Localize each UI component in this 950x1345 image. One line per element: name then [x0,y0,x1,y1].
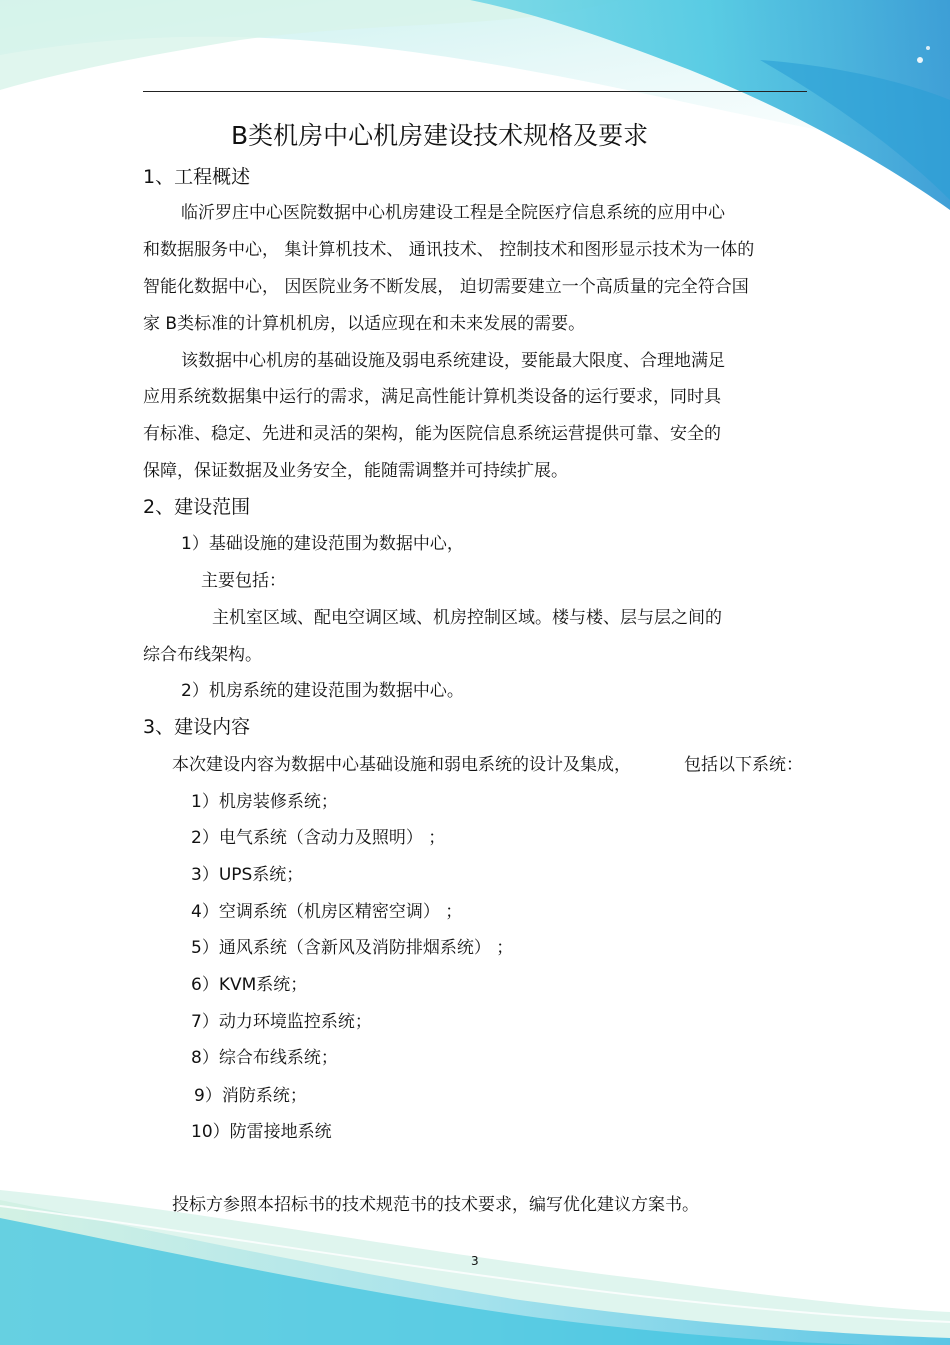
system-list-item: 4）空调系统（机房区精密空调） ； [191,902,463,922]
scope-detail-line: 主机室区域、配电空调区域、机房控制区域。楼与楼、层与层之间的 [212,608,722,628]
scope-item: 2）机房系统的建设范围为数据中心。 [181,681,464,701]
system-list-item: 5）通风系统（含新风及消防排烟系统） ； [191,938,514,958]
system-list-item: 6）KVM系统； [191,975,308,995]
paragraph-line: 保障，保证数据及业务安全，能随需调整并可持续扩展。 [143,461,568,481]
system-list-item: 3）UPS系统； [191,865,304,885]
scope-detail-line: 综合布线架构。 [143,645,262,665]
paragraph-line: 和数据服务中心， 集计算机技术、 通讯技术、 控制技术和图形显示技术为一体的 [143,240,755,260]
header-rule [143,91,807,92]
paragraph-line: 应用系统数据集中运行的需求，满足高性能计算机类设备的运行要求，同时具 [143,387,721,407]
system-list-item: 7）动力环境监控系统； [191,1012,372,1032]
system-list-item: 9）消防系统； [194,1086,307,1106]
scope-subitem: 主要包括： [201,571,286,591]
system-list-item: 8）综合布线系统； [191,1048,338,1068]
paragraph-line: 智能化数据中心， 因医院业务不断发展， 迫切需要建立一个高质量的完全符合国 [143,277,749,297]
scope-item: 1）基础设施的建设范围为数据中心， [181,534,464,554]
system-list-item: 10）防雷接地系统 [191,1122,332,1142]
document-title: B类机房中心机房建设技术规格及要求 [231,121,649,150]
closing-sentence: 投标方参照本招标书的技术规范书的技术要求，编写优化建议方案书。 [172,1195,699,1215]
paragraph-line: 临沂罗庄中心医院数据中心机房建设工程是全院医疗信息系统的应用中心 [181,203,725,223]
page-number: 3 [471,1254,479,1268]
system-list-item: 2）电气系统（含动力及照明） ； [191,828,446,848]
content-intro: 本次建设内容为数据中心基础设施和弱电系统的设计及集成， [172,755,631,775]
paragraph-line: 家 B类标准的计算机机房，以适应现在和未来发展的需要。 [143,314,586,334]
section-heading-content: 3、建设内容 [143,716,251,738]
paragraph-line: 有标准、稳定、先进和灵活的架构，能为医院信息系统运营提供可靠、安全的 [143,424,721,444]
content-intro-tail: 包括以下系统： [684,755,803,775]
section-heading-overview: 1、工程概述 [143,166,251,188]
paragraph-line: 该数据中心机房的基础设施及弱电系统建设，要能最大限度、合理地满足 [181,351,725,371]
section-heading-scope: 2、建设范围 [143,496,251,518]
system-list-item: 1）机房装修系统； [191,792,338,812]
